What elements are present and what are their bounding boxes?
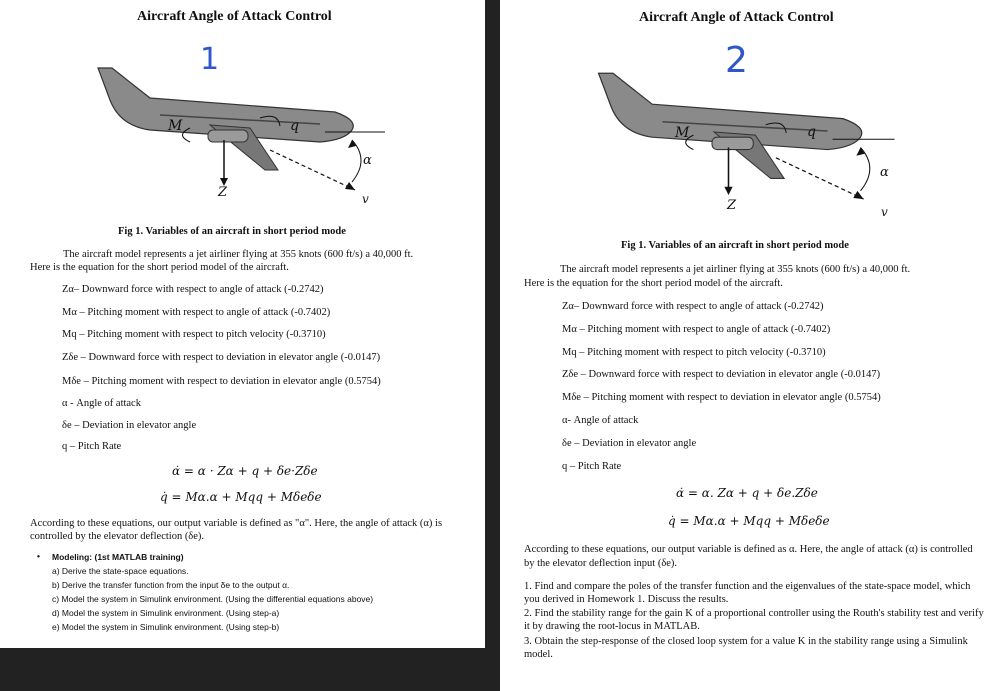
task-d: d) Model the system in Simulink environment. (Using step-a) xyxy=(52,608,280,618)
var-delta-e: δe – Deviation in elevator angle xyxy=(62,420,197,431)
equation-q-dot: q̇ = Mα.α + Mqq + Mδeδe xyxy=(160,490,322,504)
document-page-2 xyxy=(500,0,1007,691)
label-alpha: α xyxy=(363,153,372,168)
equation-q-dot: q̇ = Mα.α + Mqq + Mδeδe xyxy=(668,514,830,528)
intro-line-1: The aircraft model represents a jet airliner flying at 355 knots (600 ft/s) a 40,000 ft. xyxy=(63,249,414,260)
aircraft-figure xyxy=(90,60,390,220)
var-z-alpha: Zα– Downward force with respect to angle of attack (-0.2742) xyxy=(62,284,324,295)
var-m-alpha: Mα – Pitching moment with respect to angle of attack (-0.7402) xyxy=(62,307,331,318)
label-z: Z xyxy=(727,198,737,213)
var-m-alpha: Mα – Pitching moment with respect to angle of attack (-0.7402) xyxy=(562,324,831,335)
var-z-delta: Zδe – Downward force with respect to deviation in elevator angle (-0.0147) xyxy=(562,369,881,380)
intro-line-2: Here is the equation for the short period model of the aircraft. xyxy=(524,278,783,289)
intro-line-2: Here is the equation for the short period model of the aircraft. xyxy=(30,262,289,273)
var-m-q: Mq – Pitching moment with respect to pitch velocity (-0.3710) xyxy=(562,347,826,358)
task-2: 2. Find the stability range for the gain K of a proportional controller using the Routh's stability test and verify it by drawing the root-locus in MATLAB. xyxy=(524,608,984,632)
task-e: e) Model the system in Simulink environment. (Using step-b) xyxy=(52,622,280,632)
task-1: 1. Find and compare the poles of the transfer function and the eigenvalues of the state-space model, which you derived in Homework 1. Discuss the results. xyxy=(524,581,971,605)
conclusion-text: According to these equations, our output variable is defined as α. Here, the angle of attack (α) is controlled by the elevator deflection input (δe). xyxy=(524,544,973,569)
label-z: Z xyxy=(218,185,228,200)
task-c: c) Model the system in Simulink environment. (Using the differential equations above) xyxy=(52,594,374,604)
task-3: 3. Obtain the step-response of the closed loop system for a value K in the stability range using a Simulink model. xyxy=(524,636,968,660)
var-z-alpha: Zα– Downward force with respect to angle of attack (-0.2742) xyxy=(562,301,824,312)
var-m-q: Mq – Pitching moment with respect to pitch velocity (-0.3710) xyxy=(62,329,326,340)
page-title: Aircraft Angle of Attack Control xyxy=(137,9,332,24)
task-a: a) Derive the state-space equations. xyxy=(52,566,189,576)
figure-caption: Fig 1. Variables of an aircraft in short period mode xyxy=(118,226,346,237)
aircraft-figure xyxy=(590,65,900,230)
handwritten-number: 1 xyxy=(200,42,220,77)
equation-alpha-dot: α̇ = α. Zα + q + δe.Zδe xyxy=(676,486,818,500)
var-m-delta: Mδe – Pitching moment with respect to deviation in elevator angle (0.5754) xyxy=(62,376,381,387)
var-delta-e: δe – Deviation in elevator angle xyxy=(562,438,697,449)
equation-alpha-dot: α̇ = α · Zα + q + δe·Zδe xyxy=(172,464,318,478)
var-q: q – Pitch Rate xyxy=(562,461,622,472)
figure-caption: Fig 1. Variables of an aircraft in short period mode xyxy=(621,240,849,251)
label-q: q xyxy=(290,118,299,134)
label-v: v xyxy=(881,205,888,219)
bullet-dot: • xyxy=(37,551,40,561)
var-q: q – Pitch Rate xyxy=(62,441,122,452)
var-alpha: α- Angle of attack xyxy=(562,415,639,426)
task-b: b) Derive the transfer function from the input δe to the output α. xyxy=(52,580,290,590)
modeling-heading: Modeling: (1st MATLAB training) xyxy=(52,552,184,562)
var-z-delta: Zδe – Downward force with respect to deviation in elevator angle (-0.0147) xyxy=(62,352,381,363)
document-page-1 xyxy=(0,0,485,648)
label-v: v xyxy=(362,192,369,206)
intro-line-1: The aircraft model represents a jet airliner flying at 355 knots (600 ft/s) a 40,000 ft. xyxy=(560,264,911,275)
label-m: M xyxy=(168,118,183,134)
var-m-delta: Mδe – Pitching moment with respect to deviation in elevator angle (0.5754) xyxy=(562,392,881,403)
handwritten-number: 2 xyxy=(725,40,748,81)
var-alpha: α - Angle of attack xyxy=(62,398,141,409)
conclusion-text: According to these equations, our output variable is defined as "α". Here, the angle of attack (α) is controlled by the elevator deflection (δe). xyxy=(30,518,443,542)
label-alpha: α xyxy=(880,165,889,180)
label-m: M xyxy=(675,125,690,141)
page-title: Aircraft Angle of Attack Control xyxy=(639,10,834,25)
label-q: q xyxy=(807,124,816,140)
